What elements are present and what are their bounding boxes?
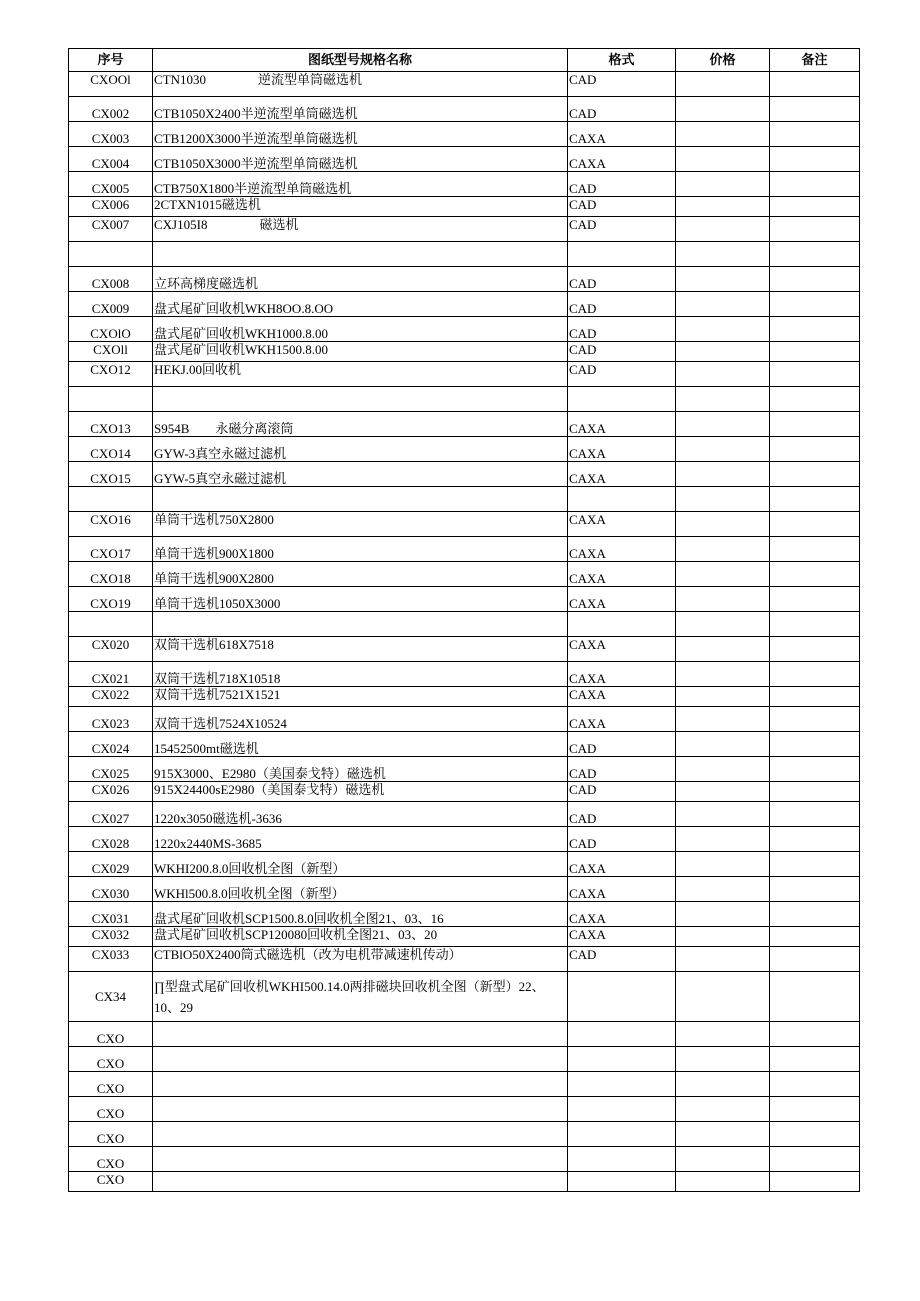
file-format: CAD xyxy=(568,97,676,122)
drawing-name: 双筒干选机618X7518 xyxy=(153,637,568,662)
note-cell xyxy=(770,587,860,612)
note-cell xyxy=(770,1172,860,1192)
table-body xyxy=(69,72,860,1192)
drawing-name: 盘式尾矿回收机WKH1500.8.00 xyxy=(153,342,568,362)
file-format xyxy=(568,1022,676,1047)
row-number: CX032 xyxy=(69,927,153,947)
row-number: CX005 xyxy=(69,172,153,197)
drawing-name xyxy=(153,487,568,512)
row-number: CX004 xyxy=(69,147,153,172)
table-row xyxy=(69,927,860,947)
price-cell xyxy=(676,292,770,317)
row-number: CX003 xyxy=(69,122,153,147)
price-cell xyxy=(676,707,770,732)
file-format: CAXA xyxy=(568,412,676,437)
drawing-name: WKHI200.8.0回收机全图（新型） xyxy=(153,852,568,877)
row-number: CXO13 xyxy=(69,412,153,437)
price-cell xyxy=(676,877,770,902)
file-format: CAXA xyxy=(568,437,676,462)
file-format: CAD xyxy=(568,267,676,292)
note-cell xyxy=(770,537,860,562)
header-format: 格式 xyxy=(568,49,676,72)
drawing-list-table xyxy=(68,48,860,1192)
note-cell xyxy=(770,902,860,927)
table-row xyxy=(69,587,860,612)
table-row xyxy=(69,827,860,852)
row-number: CX009 xyxy=(69,292,153,317)
drawing-name: 盘式尾矿回收机WKH8OO.8.OO xyxy=(153,292,568,317)
price-cell xyxy=(676,72,770,97)
note-cell xyxy=(770,487,860,512)
file-format: CAXA xyxy=(568,537,676,562)
table-row xyxy=(69,217,860,242)
price-cell xyxy=(676,1047,770,1072)
file-format: CAXA xyxy=(568,852,676,877)
note-cell xyxy=(770,707,860,732)
table-row xyxy=(69,292,860,317)
table-row xyxy=(69,1172,860,1192)
note-cell xyxy=(770,662,860,687)
price-cell xyxy=(676,757,770,782)
price-cell xyxy=(676,562,770,587)
file-format: CAD xyxy=(568,827,676,852)
file-format: CAXA xyxy=(568,927,676,947)
price-cell xyxy=(676,637,770,662)
drawing-name: 915X24400sE2980（美国泰戈特）磁选机 xyxy=(153,782,568,802)
drawing-name: CTB1050X2400半逆流型单筒磁选机 xyxy=(153,97,568,122)
price-cell xyxy=(676,462,770,487)
note-cell xyxy=(770,1022,860,1047)
file-format xyxy=(568,972,676,1022)
file-format xyxy=(568,1147,676,1172)
note-cell xyxy=(770,97,860,122)
table-row xyxy=(69,72,860,97)
file-format xyxy=(568,1072,676,1097)
row-number: CXO xyxy=(69,1022,153,1047)
file-format: CAD xyxy=(568,292,676,317)
price-cell xyxy=(676,782,770,802)
note-cell xyxy=(770,387,860,412)
header-no: 序号 xyxy=(69,49,153,72)
price-cell xyxy=(676,317,770,342)
table-row xyxy=(69,412,860,437)
drawing-name: HEKJ.00回收机 xyxy=(153,362,568,387)
drawing-name: 双筒干选机7524X10524 xyxy=(153,707,568,732)
note-cell xyxy=(770,242,860,267)
row-number: CX028 xyxy=(69,827,153,852)
table-row xyxy=(69,387,860,412)
file-format: CAD xyxy=(568,757,676,782)
price-cell xyxy=(676,267,770,292)
drawing-name: S954B 永磁分离滚筒 xyxy=(153,412,568,437)
note-cell xyxy=(770,72,860,97)
table-row xyxy=(69,1022,860,1047)
drawing-name xyxy=(153,1047,568,1072)
note-cell xyxy=(770,412,860,437)
drawing-name: 单筒干选机1050X3000 xyxy=(153,587,568,612)
file-format: CAXA xyxy=(568,687,676,707)
file-format: CAD xyxy=(568,172,676,197)
table-row xyxy=(69,1047,860,1072)
file-format: CAD xyxy=(568,317,676,342)
drawing-name: 1220x2440MS-3685 xyxy=(153,827,568,852)
price-cell xyxy=(676,852,770,877)
file-format xyxy=(568,1097,676,1122)
drawing-name: 盘式尾矿回收机SCP120080回收机全图21、03、20 xyxy=(153,927,568,947)
price-cell xyxy=(676,947,770,972)
note-cell xyxy=(770,197,860,217)
price-cell xyxy=(676,412,770,437)
row-number: CX34 xyxy=(69,972,153,1022)
file-format: CAD xyxy=(568,947,676,972)
note-cell xyxy=(770,172,860,197)
row-number: CXO xyxy=(69,1122,153,1147)
row-number: CXO xyxy=(69,1097,153,1122)
drawing-name xyxy=(153,1147,568,1172)
note-cell xyxy=(770,1072,860,1097)
note-cell xyxy=(770,1147,860,1172)
drawing-name: CXJ105I8 磁选机 xyxy=(153,217,568,242)
row-number xyxy=(69,487,153,512)
table-row xyxy=(69,537,860,562)
price-cell xyxy=(676,972,770,1022)
price-cell xyxy=(676,927,770,947)
drawing-name: CTB1200X3000半逆流型单筒磁选机 xyxy=(153,122,568,147)
table-row xyxy=(69,732,860,757)
price-cell xyxy=(676,1022,770,1047)
file-format: CAXA xyxy=(568,637,676,662)
drawing-name: GYW-5真空永磁过滤机 xyxy=(153,462,568,487)
table-row xyxy=(69,947,860,972)
note-cell xyxy=(770,217,860,242)
row-number: CXO xyxy=(69,1172,153,1192)
price-cell xyxy=(676,827,770,852)
drawing-name: 盘式尾矿回收机WKH1000.8.00 xyxy=(153,317,568,342)
drawing-name xyxy=(153,1072,568,1097)
row-number: CX033 xyxy=(69,947,153,972)
file-format: CAXA xyxy=(568,707,676,732)
row-number: CX006 xyxy=(69,197,153,217)
table-row xyxy=(69,147,860,172)
price-cell xyxy=(676,902,770,927)
row-number: CXOll xyxy=(69,342,153,362)
price-cell xyxy=(676,1147,770,1172)
row-number: CXO xyxy=(69,1072,153,1097)
row-number: CX025 xyxy=(69,757,153,782)
note-cell xyxy=(770,562,860,587)
table-row xyxy=(69,782,860,802)
note-cell xyxy=(770,512,860,537)
note-cell xyxy=(770,802,860,827)
table-row xyxy=(69,362,860,387)
file-format: CAXA xyxy=(568,562,676,587)
price-cell xyxy=(676,1072,770,1097)
price-cell xyxy=(676,197,770,217)
drawing-name: 2CTXN1015磁选机 xyxy=(153,197,568,217)
drawing-name xyxy=(153,1022,568,1047)
note-cell xyxy=(770,437,860,462)
note-cell xyxy=(770,732,860,757)
drawing-name xyxy=(153,1122,568,1147)
drawing-name xyxy=(153,1097,568,1122)
price-cell xyxy=(676,1122,770,1147)
drawing-name: 立环高梯度磁选机 xyxy=(153,267,568,292)
drawing-name: WKHl500.8.0回收机全图（新型） xyxy=(153,877,568,902)
table-row xyxy=(69,197,860,217)
note-cell xyxy=(770,362,860,387)
note-cell xyxy=(770,877,860,902)
row-number: CX029 xyxy=(69,852,153,877)
table-row xyxy=(69,802,860,827)
price-cell xyxy=(676,242,770,267)
drawing-name xyxy=(153,612,568,637)
drawing-name: 单筒干选机900X2800 xyxy=(153,562,568,587)
note-cell xyxy=(770,462,860,487)
drawing-name: 915X3000、E2980（美国泰戈特）磁选机 xyxy=(153,757,568,782)
price-cell xyxy=(676,662,770,687)
note-cell xyxy=(770,267,860,292)
file-format: CAXA xyxy=(568,877,676,902)
drawing-name: GYW-3真空永磁过滤机 xyxy=(153,437,568,462)
table-row xyxy=(69,662,860,687)
file-format xyxy=(568,612,676,637)
file-format: CAD xyxy=(568,362,676,387)
drawing-name xyxy=(153,1172,568,1192)
drawing-name: ∏型盘式尾矿回收机WKHI500.14.0两排磁块回收机全图（新型）22、10、29 xyxy=(153,972,568,1022)
file-format: CAD xyxy=(568,802,676,827)
header-row xyxy=(69,49,860,72)
price-cell xyxy=(676,172,770,197)
row-number: CX021 xyxy=(69,662,153,687)
file-format: CAD xyxy=(568,72,676,97)
note-cell xyxy=(770,972,860,1022)
row-number: CX026 xyxy=(69,782,153,802)
row-number: CX030 xyxy=(69,877,153,902)
file-format: CAD xyxy=(568,782,676,802)
note-cell xyxy=(770,612,860,637)
row-number: CXO xyxy=(69,1147,153,1172)
note-cell xyxy=(770,757,860,782)
row-number: CX031 xyxy=(69,902,153,927)
note-cell xyxy=(770,687,860,707)
note-cell xyxy=(770,122,860,147)
drawing-name: 双筒干选机7521X1521 xyxy=(153,687,568,707)
file-format: CAXA xyxy=(568,462,676,487)
table-row xyxy=(69,757,860,782)
note-cell xyxy=(770,637,860,662)
drawing-name xyxy=(153,387,568,412)
drawing-name: CTB750X1800半逆流型单筒磁选机 xyxy=(153,172,568,197)
table-row xyxy=(69,487,860,512)
header-price: 价格 xyxy=(676,49,770,72)
price-cell xyxy=(676,362,770,387)
table-row xyxy=(69,242,860,267)
note-cell xyxy=(770,1122,860,1147)
drawing-name xyxy=(153,242,568,267)
row-number: CX008 xyxy=(69,267,153,292)
file-format xyxy=(568,1047,676,1072)
file-format: CAD xyxy=(568,197,676,217)
table-row xyxy=(69,852,860,877)
row-number: CXO19 xyxy=(69,587,153,612)
drawing-name: 1220x3050磁选机-3636 xyxy=(153,802,568,827)
file-format: CAXA xyxy=(568,147,676,172)
file-format: CAD xyxy=(568,732,676,757)
note-cell xyxy=(770,827,860,852)
file-format xyxy=(568,1172,676,1192)
table-row xyxy=(69,122,860,147)
row-number: CX024 xyxy=(69,732,153,757)
table-row xyxy=(69,877,860,902)
price-cell xyxy=(676,97,770,122)
drawing-name: CTB1050X3000半逆流型单筒磁选机 xyxy=(153,147,568,172)
table-row xyxy=(69,172,860,197)
table-row xyxy=(69,612,860,637)
drawing-name: 盘式尾矿回收机SCP1500.8.0回收机全图21、03、16 xyxy=(153,902,568,927)
price-cell xyxy=(676,732,770,757)
row-number: CXO18 xyxy=(69,562,153,587)
row-number: CXO xyxy=(69,1047,153,1072)
row-number xyxy=(69,612,153,637)
row-number: CX007 xyxy=(69,217,153,242)
note-cell xyxy=(770,292,860,317)
drawing-name: CTBlO50X2400筒式磁选机（改为电机带减速机传动） xyxy=(153,947,568,972)
drawing-name: 单筒干选机750X2800 xyxy=(153,512,568,537)
row-number: CXOOl xyxy=(69,72,153,97)
row-number: CX027 xyxy=(69,802,153,827)
row-number: CX022 xyxy=(69,687,153,707)
price-cell xyxy=(676,537,770,562)
table-row xyxy=(69,512,860,537)
drawing-name: 双筒干选机718X10518 xyxy=(153,662,568,687)
note-cell xyxy=(770,1097,860,1122)
table-row xyxy=(69,687,860,707)
row-number: CXO16 xyxy=(69,512,153,537)
note-cell xyxy=(770,147,860,172)
price-cell xyxy=(676,342,770,362)
row-number: CX002 xyxy=(69,97,153,122)
table-row xyxy=(69,267,860,292)
table-row xyxy=(69,902,860,927)
file-format xyxy=(568,487,676,512)
table-row xyxy=(69,462,860,487)
price-cell xyxy=(676,612,770,637)
price-cell xyxy=(676,147,770,172)
note-cell xyxy=(770,342,860,362)
file-format: CAD xyxy=(568,342,676,362)
table-row xyxy=(69,317,860,342)
row-number: CXOlO xyxy=(69,317,153,342)
table-row xyxy=(69,1097,860,1122)
price-cell xyxy=(676,487,770,512)
price-cell xyxy=(676,1172,770,1192)
file-format: CAXA xyxy=(568,122,676,147)
note-cell xyxy=(770,947,860,972)
file-format: CAD xyxy=(568,217,676,242)
drawing-name: 单筒干选机900X1800 xyxy=(153,537,568,562)
row-number: CXO12 xyxy=(69,362,153,387)
header-name: 图纸型号规格名称 xyxy=(153,49,568,72)
file-format: CAXA xyxy=(568,662,676,687)
row-number: CX020 xyxy=(69,637,153,662)
note-cell xyxy=(770,1047,860,1072)
note-cell xyxy=(770,317,860,342)
file-format xyxy=(568,387,676,412)
file-format: CAXA xyxy=(568,587,676,612)
file-format: CAXA xyxy=(568,512,676,537)
row-number: CX023 xyxy=(69,707,153,732)
price-cell xyxy=(676,217,770,242)
table-row xyxy=(69,437,860,462)
table-row xyxy=(69,342,860,362)
price-cell xyxy=(676,512,770,537)
table-row xyxy=(69,637,860,662)
row-number xyxy=(69,242,153,267)
table-row xyxy=(69,1122,860,1147)
row-number: CXO17 xyxy=(69,537,153,562)
row-number xyxy=(69,387,153,412)
price-cell xyxy=(676,687,770,707)
note-cell xyxy=(770,782,860,802)
note-cell xyxy=(770,852,860,877)
price-cell xyxy=(676,122,770,147)
price-cell xyxy=(676,802,770,827)
row-number: CXO14 xyxy=(69,437,153,462)
table-row xyxy=(69,97,860,122)
table-row xyxy=(69,707,860,732)
table-row xyxy=(69,1147,860,1172)
price-cell xyxy=(676,1097,770,1122)
table-row xyxy=(69,972,860,1022)
price-cell xyxy=(676,387,770,412)
table-row xyxy=(69,1072,860,1097)
file-format xyxy=(568,1122,676,1147)
note-cell xyxy=(770,927,860,947)
file-format: CAXA xyxy=(568,902,676,927)
drawing-name: 15452500mt磁选机 xyxy=(153,732,568,757)
price-cell xyxy=(676,587,770,612)
row-number: CXO15 xyxy=(69,462,153,487)
price-cell xyxy=(676,437,770,462)
table-row xyxy=(69,562,860,587)
file-format xyxy=(568,242,676,267)
header-note: 备注 xyxy=(770,49,860,72)
drawing-name: CTN1030 逆流型单筒磁选机 xyxy=(153,72,568,97)
